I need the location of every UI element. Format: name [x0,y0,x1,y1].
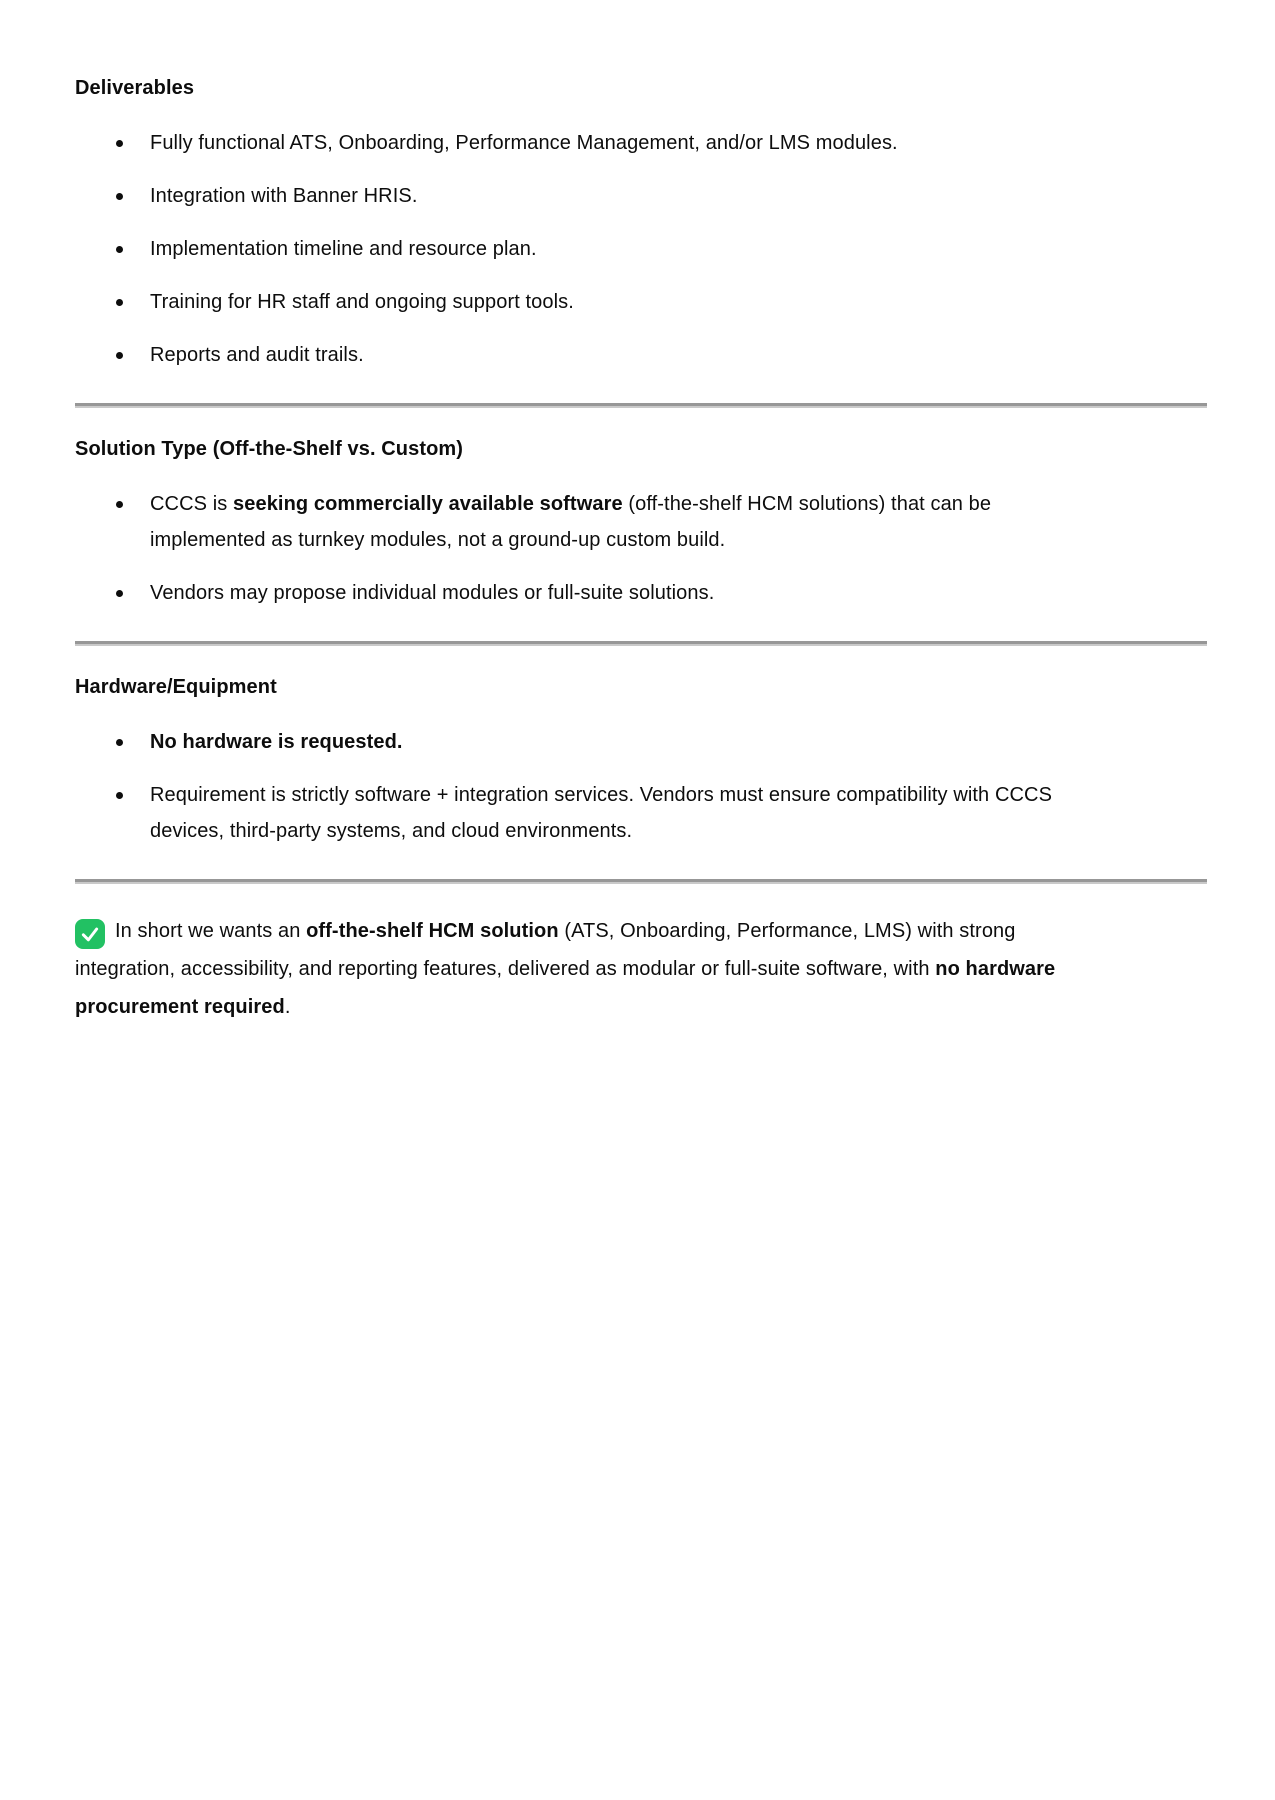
text-run: Requirement is strictly software + integration services. Vendors must ensure compatibility with CCCS devices, third-party systems, and cloud environments. [150,784,1053,842]
bold-text-run: No hardware is requested. [150,731,403,753]
bold-text-run: seeking commercially available software [233,493,623,515]
document-section [75,75,1207,408]
document-section [75,436,1207,646]
section-heading: Hardware/Equipment [75,676,277,698]
text-run: Training for HR staff and ongoing support tools. [150,291,574,313]
bullet-list [75,125,1070,373]
text-run: . [284,996,291,1018]
text-run: CCCS is [150,493,234,515]
section-heading: Deliverables [75,77,195,99]
list-item [75,486,1070,558]
list-item [75,125,1070,161]
list-item [75,777,1070,849]
document-section [75,674,1207,884]
text-run: Integration with Banner HRIS. [150,185,418,207]
text-run: (off-the-shelf HCM solutions) that can be implemented as turnkey modules, not a ground-up custom build. [150,493,992,551]
summary-text [75,920,1055,1018]
list-item [75,284,1070,320]
document-sections [75,75,1207,884]
bullet-list [75,724,1070,849]
section-divider [75,879,1207,884]
list-item [75,231,1070,267]
bullet-list [75,486,1070,611]
list-item [75,724,1070,760]
text-run: Implementation timeline and resource plan. [150,238,537,260]
text-run: Vendors may propose individual modules or full-suite solutions. [150,582,715,604]
bold-text-run: no hardware procurement required [75,958,1056,1018]
text-run: (ATS, Onboarding, Performance, LMS) with strong integration, accessibility, and reporting features, delivered as modular or full-suite software, with [75,920,1016,980]
text-run: Fully functional ATS, Onboarding, Performance Management, and/or LMS modules. [150,132,898,154]
text-run: Reports and audit trails. [150,344,364,366]
text-run: In short we wants an [115,920,307,942]
check-mark-icon [75,919,105,949]
section-divider [75,641,1207,646]
section-divider [75,403,1207,408]
summary-paragraph [75,912,1085,1026]
list-item [75,178,1070,214]
section-heading: Solution Type (Off-the-Shelf vs. Custom) [75,438,464,460]
bold-text-run: off-the-shelf HCM solution [306,920,559,942]
list-item [75,575,1070,611]
list-item [75,337,1070,373]
